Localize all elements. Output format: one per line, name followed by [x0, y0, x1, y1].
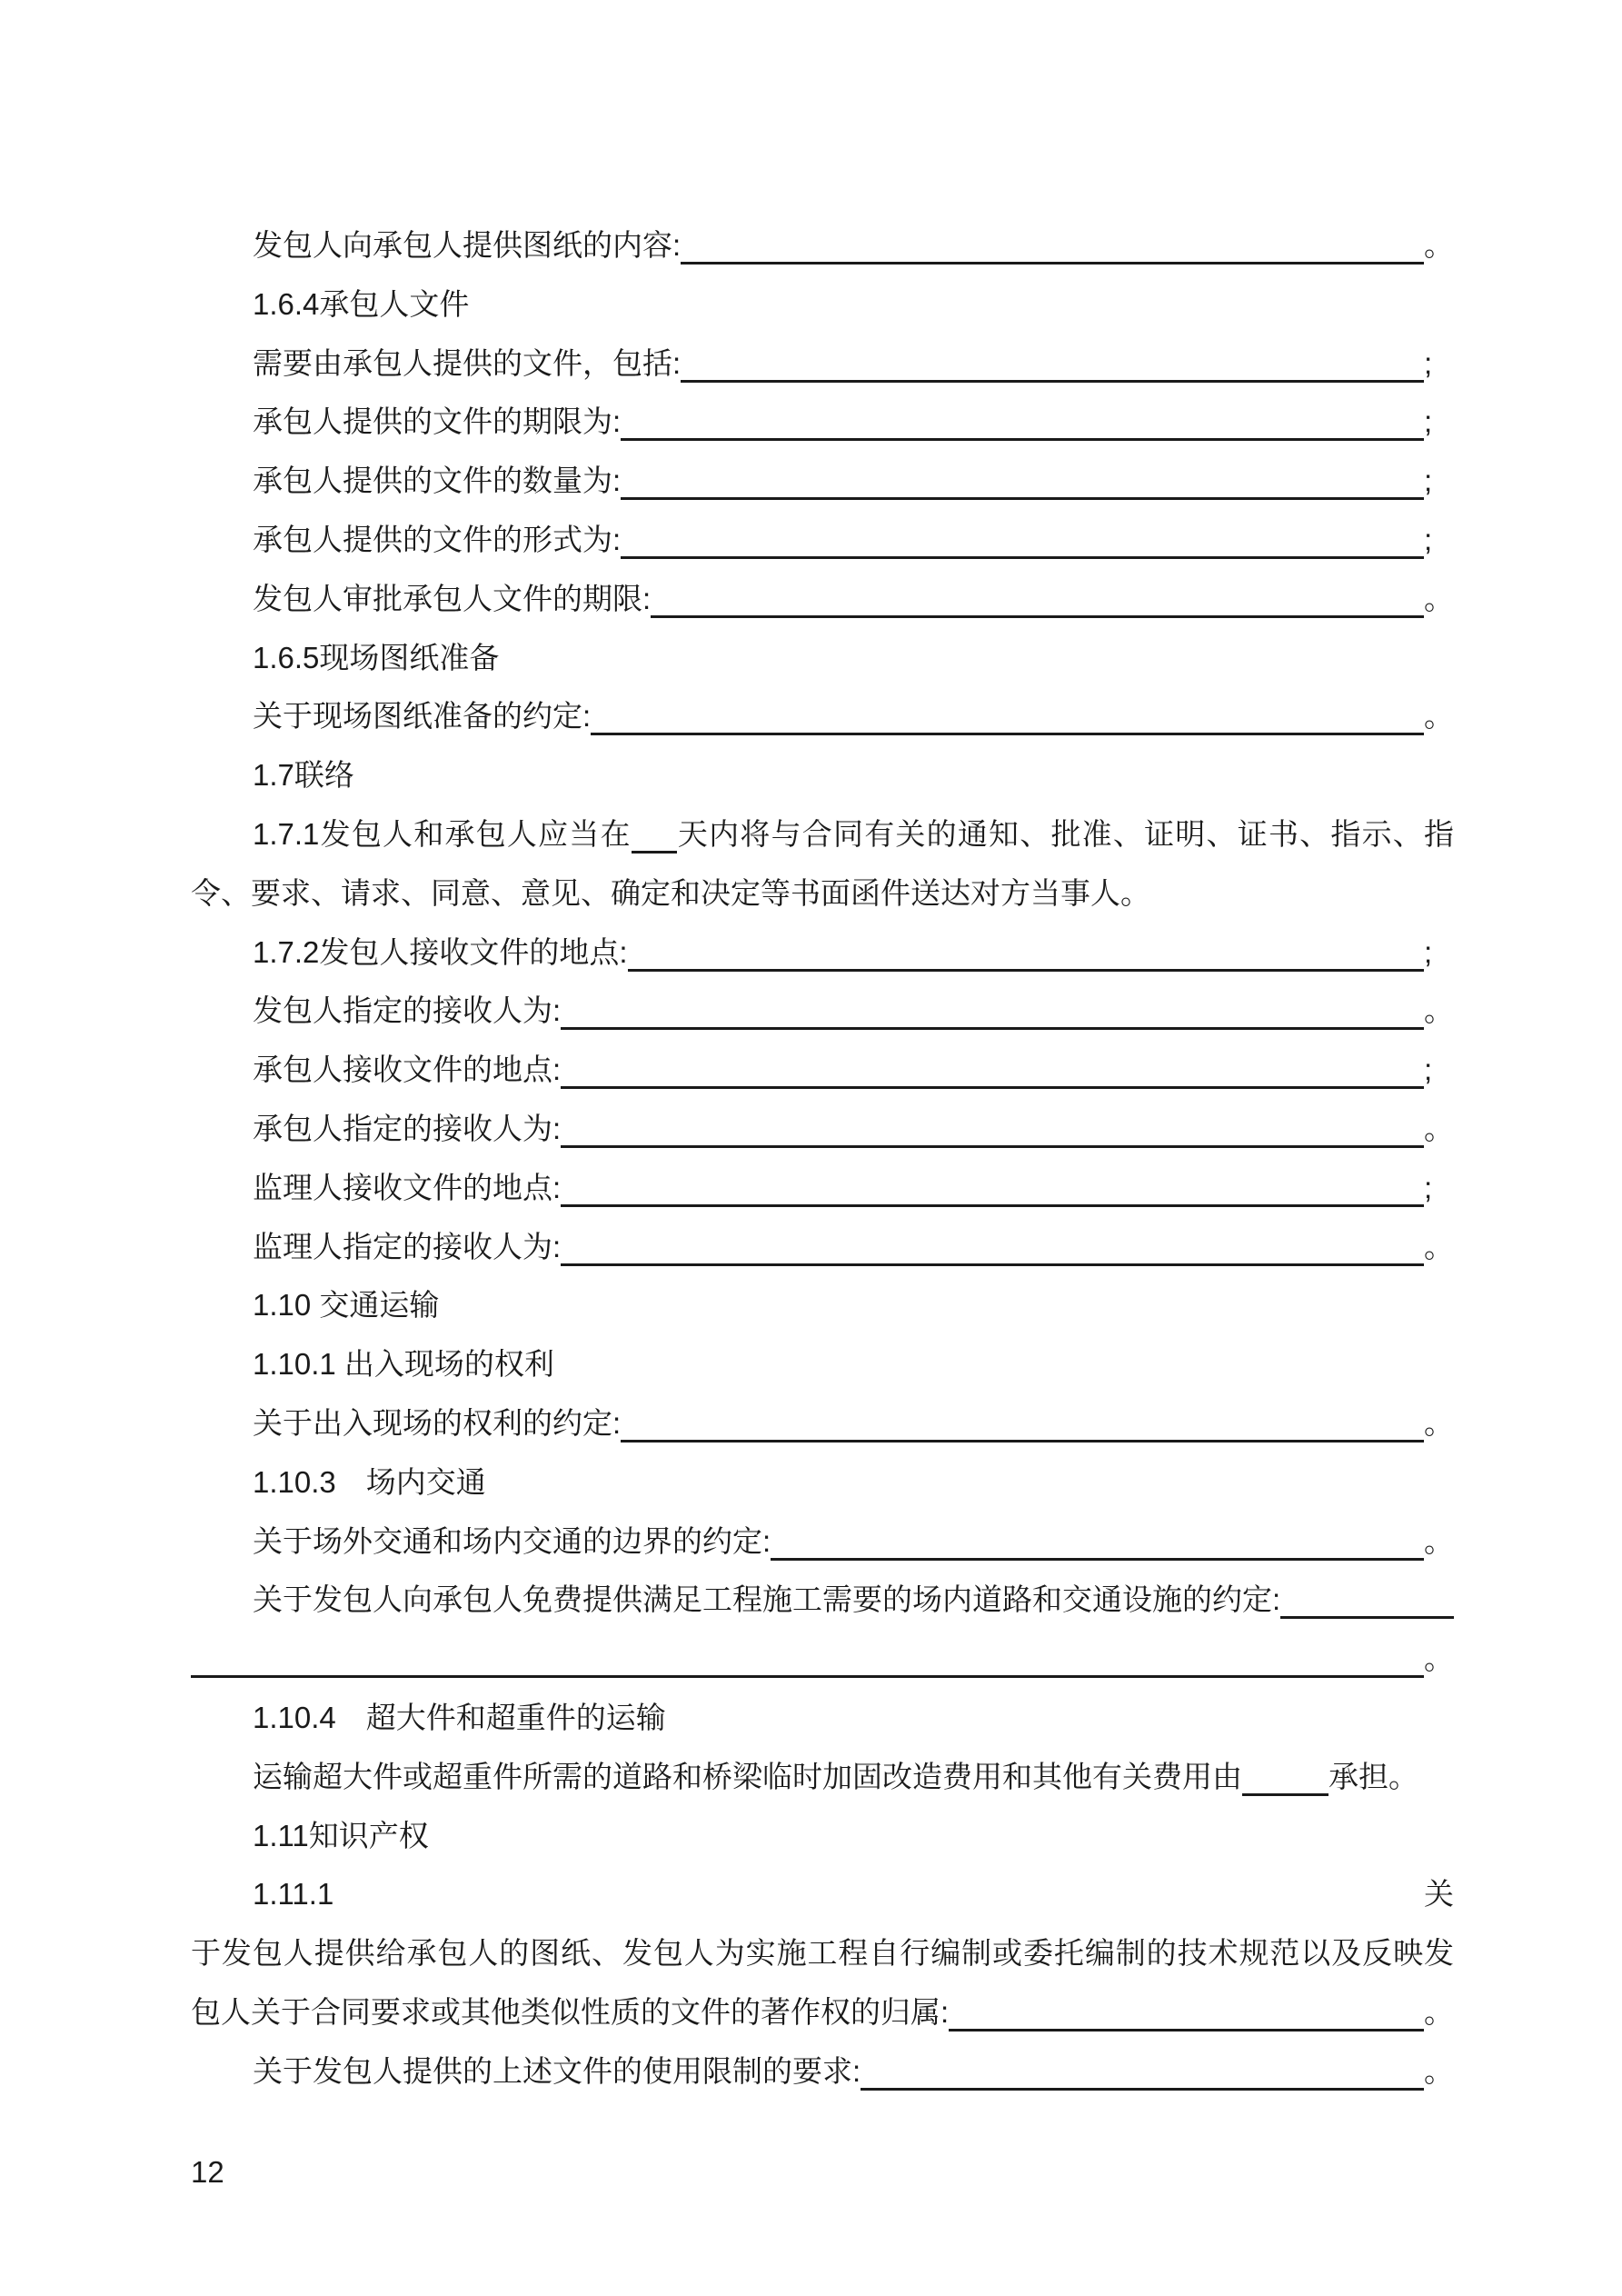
field-label: 监理人指定的接收人为:	[253, 1229, 562, 1263]
line-text: 1.10.1 出入现场的权利	[253, 1347, 554, 1382]
document-line	[191, 216, 1454, 275]
line-text: 关	[1424, 1877, 1454, 1912]
blank-underline	[632, 850, 677, 854]
document-line	[191, 1453, 1454, 1512]
punctuation: 。	[1424, 1523, 1454, 1558]
document-line	[191, 1100, 1454, 1159]
line-text: 1.7联络	[253, 758, 354, 793]
page-number: 12	[191, 2155, 224, 2189]
field-label: 关于场外交通和场内交通的边界的约定:	[253, 1523, 771, 1558]
document-line	[191, 1807, 1454, 1866]
document-line	[191, 923, 1454, 983]
punctuation: 。	[1424, 1405, 1454, 1440]
punctuation: ;	[1424, 1170, 1433, 1204]
punctuation: ;	[1424, 1053, 1433, 1087]
blank-underline	[771, 1512, 1424, 1561]
document-line	[191, 864, 1454, 923]
field-label: 承包人提供的文件的形式为:	[253, 522, 622, 556]
punctuation: 。	[1424, 699, 1454, 734]
clause-number: 1.11.1	[253, 1877, 334, 1912]
document-line	[191, 2042, 1454, 2101]
punctuation: 。	[1424, 1994, 1454, 2029]
document-line	[191, 746, 1454, 805]
document-line	[191, 1571, 1454, 1630]
blank-underline	[561, 982, 1424, 1030]
line-text: 1.10 交通运输	[253, 1288, 440, 1323]
document-line	[191, 805, 1454, 864]
field-label: 关于发包人提供的上述文件的使用限制的要求:	[253, 2053, 861, 2088]
field-label: 发包人向承包人提供图纸的内容:	[253, 228, 682, 262]
field-label: 监理人接收文件的地点:	[253, 1170, 562, 1204]
blank-underline	[681, 334, 1424, 383]
blank-underline	[1242, 1792, 1328, 1796]
blank-underline	[1280, 1571, 1454, 1619]
blank-underline	[949, 1983, 1424, 2031]
document-line	[191, 1512, 1454, 1572]
punctuation: ;	[1424, 345, 1433, 380]
punctuation: 。	[1424, 993, 1454, 1028]
punctuation: 。	[1424, 1642, 1454, 1676]
line-text: 令、要求、请求、同意、意见、确定和决定等书面函件送达对方当事人。	[191, 875, 1150, 910]
blank-underline	[621, 511, 1424, 559]
document-line	[191, 1748, 1454, 1807]
document-line	[191, 1865, 1454, 1924]
blank-underline	[621, 393, 1424, 441]
line-text: 1.10.3 场内交通	[253, 1464, 486, 1499]
field-label: 关于出入现场的权利的约定:	[253, 1405, 622, 1440]
blank-underline	[681, 216, 1424, 265]
punctuation: 。	[1424, 1111, 1454, 1145]
line-text: 于发包人提供给承包人的图纸、发包人为实施工程自行编制或委托编制的技术规范以及反映发	[191, 1936, 1454, 1971]
field-label: 发包人审批承包人文件的期限:	[253, 581, 652, 615]
line-text: 运输超大件或超重件所需的道路和桥梁临时加固改造费用和其他有关费用由	[253, 1759, 1242, 1793]
document-line	[191, 1924, 1454, 1983]
field-label: 承包人提供的文件的期限为:	[253, 404, 622, 439]
document-line	[191, 1630, 1454, 1689]
field-label: 承包人接收文件的地点:	[253, 1053, 562, 1087]
blank-underline	[561, 1041, 1424, 1089]
document-line	[191, 1218, 1454, 1277]
line-text: 1.6.5现场图纸准备	[253, 640, 500, 674]
field-label: 承包人指定的接收人为:	[253, 1111, 562, 1145]
line-text: 天内将与合同有关的通知、批准、证明、证书、指示、指	[676, 816, 1454, 851]
blank-underline	[861, 2042, 1424, 2091]
document-line	[191, 334, 1454, 394]
field-label: 包人关于合同要求或其他类似性质的文件的著作权的归属:	[191, 1994, 950, 2029]
blank-underline	[561, 1100, 1424, 1148]
line-text: 1.11知识产权	[253, 1818, 429, 1852]
document-line	[191, 1983, 1454, 2042]
document-line	[191, 452, 1454, 511]
punctuation: ;	[1424, 522, 1433, 556]
document-line	[191, 1041, 1454, 1100]
document-line	[191, 1689, 1454, 1748]
document-body	[191, 216, 1454, 2101]
punctuation: 。	[1424, 1229, 1454, 1263]
field-label: 需要由承包人提供的文件，包括:	[253, 345, 682, 380]
field-label: 发包人指定的接收人为:	[253, 993, 562, 1028]
line-text: 1.7.1发包人和承包人应当在	[253, 816, 632, 851]
blank-underline	[621, 452, 1424, 500]
punctuation: 。	[1424, 581, 1454, 615]
punctuation: ;	[1424, 934, 1433, 969]
blank-underline	[191, 1630, 1424, 1678]
document-line	[191, 570, 1454, 629]
punctuation: ;	[1424, 404, 1433, 439]
document-line	[191, 275, 1454, 334]
document-line	[191, 629, 1454, 688]
blank-underline	[628, 923, 1424, 972]
line-text: 1.10.4 超大件和超重件的运输	[253, 1700, 666, 1734]
document-line	[191, 1394, 1454, 1453]
field-label: 承包人提供的文件的数量为:	[253, 464, 622, 498]
blank-underline	[621, 1394, 1424, 1442]
punctuation: 。	[1424, 228, 1454, 262]
punctuation: ;	[1424, 464, 1433, 498]
document-line	[191, 982, 1454, 1041]
line-text: 承担。	[1328, 1759, 1418, 1793]
document-line	[191, 1159, 1454, 1218]
punctuation: 。	[1424, 2053, 1454, 2088]
document-line	[191, 511, 1454, 570]
blank-underline	[651, 570, 1424, 618]
blank-underline	[561, 1218, 1424, 1266]
blank-underline	[591, 687, 1424, 735]
document-line	[191, 1276, 1454, 1335]
document-line	[191, 393, 1454, 452]
field-label: 关于发包人向承包人免费提供满足工程施工需要的场内道路和交通设施的约定:	[253, 1582, 1281, 1617]
document-line	[191, 1335, 1454, 1394]
field-label: 1.7.2发包人接收文件的地点:	[253, 934, 628, 969]
field-label: 关于现场图纸准备的约定:	[253, 699, 592, 734]
blank-underline	[561, 1159, 1424, 1207]
line-text: 1.6.4承包人文件	[253, 286, 470, 321]
document-line	[191, 687, 1454, 746]
